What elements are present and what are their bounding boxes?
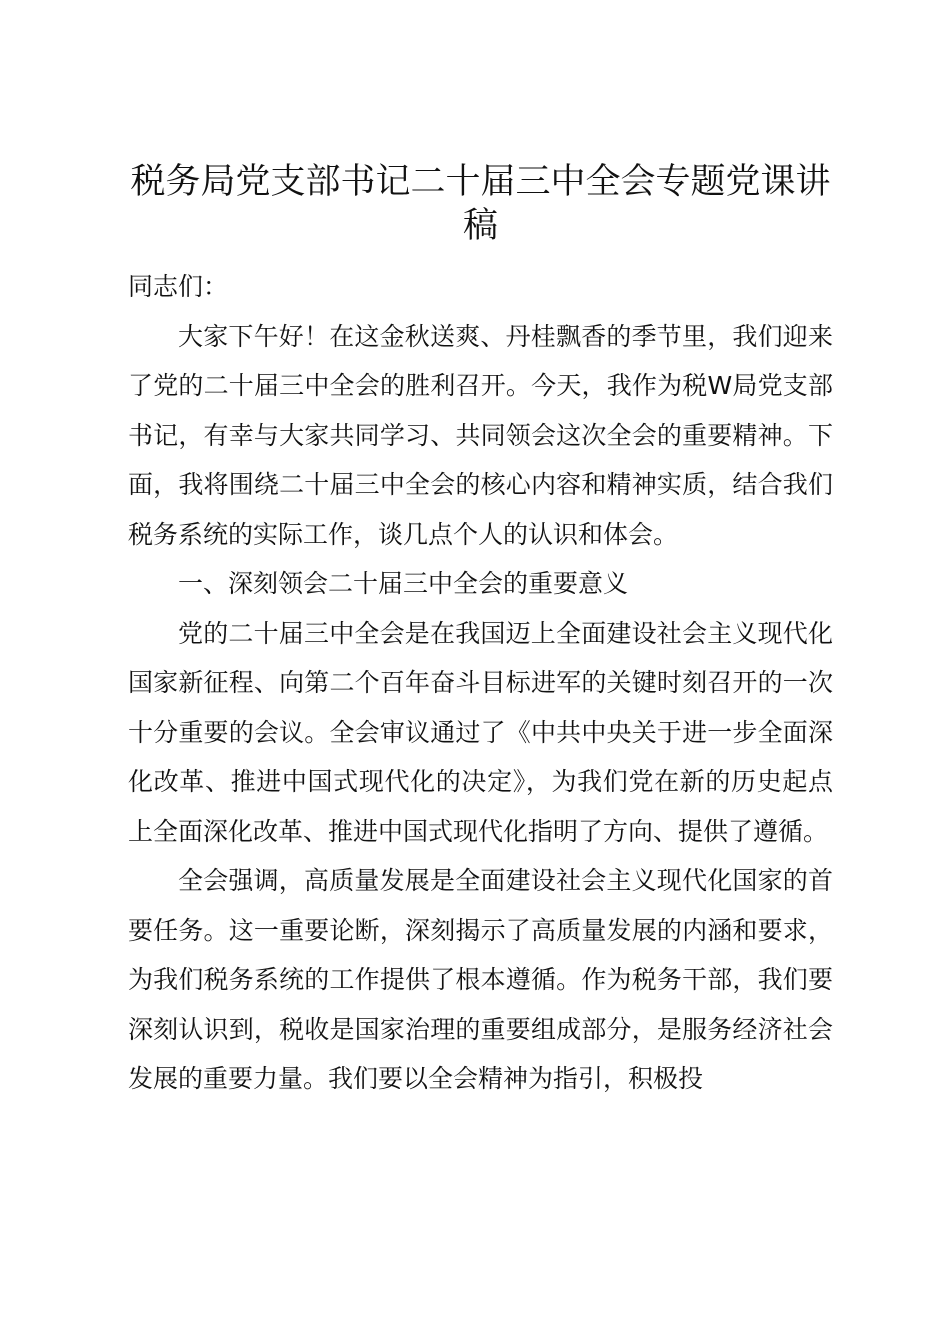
salutation: 同志们： <box>128 272 229 301</box>
opening-paragraph: 大家下午好！在这金秋送爽、丹桂飘香的季节里，我们迎来了党的二十届三中全会的胜利召开。今天，我作为税W局党支部书记，有幸与大家共同学习、共同领会这次全会的重要精神。下面，我将围绕二十届三中全会的核心内容和精神实质，结合我们税务系统的实际工作，谈几点个人的认识和体会。 <box>128 321 833 549</box>
document-body <box>128 160 833 1104</box>
section-heading: 一、深刻领会二十届三中全会的重要意义 <box>178 569 629 598</box>
document-title: 税务局党支部书记二十届三中全会专题党课讲稿 <box>130 162 831 246</box>
section-paragraph-1: 党的二十届三中全会是在我国迈上全面建设社会主义现代化国家新征程、向第二个百年奋斗目标进军的关键时刻召开的一次十分重要的会议。全会审议通过了《中共中央关于进一步全面深化改革、推进中国式现代化的决定》，为我们党在新的历史起点上全面深化改革、推进中国式现代化指明了方向、提供了遵循。 <box>128 618 833 846</box>
section-paragraph-2: 全会强调，高质量发展是全面建设社会主义现代化国家的首要任务。这一重要论断，深刻揭示了高质量发展的内涵和要求，为我们税务系统的工作提供了根本遵循。作为税务干部，我们要深刻认识到，税收是国家治理的重要组成部分，是服务经济社会发展的重要力量。我们要以全会精神为指引，积极投 <box>128 866 833 1093</box>
